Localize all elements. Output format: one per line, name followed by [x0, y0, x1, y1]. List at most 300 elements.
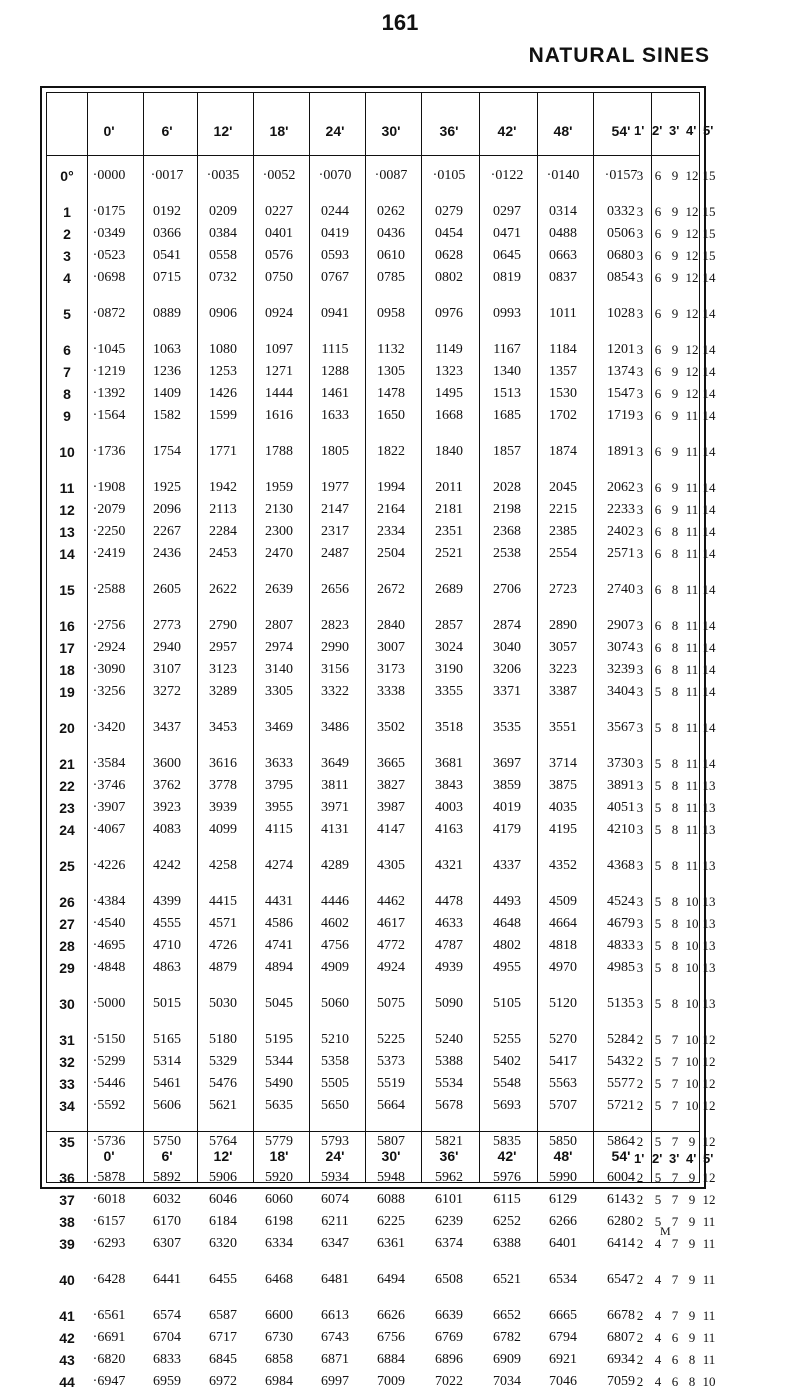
sine-value: 4179 — [493, 822, 521, 837]
mean-difference: 6 — [654, 582, 662, 597]
sine-value: 5344 — [265, 1054, 293, 1069]
sine-value: 5030 — [209, 996, 237, 1011]
degree-label: 34 — [59, 1098, 75, 1114]
mean-difference: 10 — [685, 960, 699, 975]
mean-difference: 14 — [702, 756, 716, 771]
sine-value: 6997 — [321, 1374, 349, 1389]
sine-value: 3140 — [265, 662, 293, 677]
mean-difference: 12 — [685, 168, 699, 183]
sine-value: 3040 — [493, 640, 521, 655]
degree-label: 26 — [59, 894, 75, 910]
mean-difference: 2 — [636, 1236, 644, 1251]
sine-value: 4210 — [607, 822, 635, 837]
sine-value: 6871 — [321, 1352, 349, 1367]
mean-difference: 3 — [636, 894, 644, 909]
sine-value: 5015 — [153, 996, 181, 1011]
sine-value: 5373 — [377, 1054, 405, 1069]
sine-value: ·2588 — [92, 582, 126, 597]
sine-value: 2147 — [321, 502, 349, 517]
sine-value: 6534 — [549, 1272, 577, 1287]
sine-value: 1599 — [209, 408, 237, 423]
sine-value: 3123 — [209, 662, 237, 677]
mean-difference: 8 — [671, 996, 679, 1011]
mean-difference: 5 — [654, 684, 662, 699]
sine-value: 2164 — [377, 502, 405, 517]
sine-value: 6252 — [493, 1214, 521, 1229]
mean-difference: 11 — [685, 480, 699, 495]
sine-value: 5650 — [321, 1098, 349, 1113]
mean-difference: 9 — [671, 502, 679, 517]
sine-value: 5270 — [549, 1032, 577, 1047]
sine-value: 0906 — [209, 306, 237, 321]
sine-value: ·1564 — [92, 408, 126, 423]
sine-value: 5807 — [377, 1134, 405, 1149]
mean-difference: 9 — [671, 204, 679, 219]
mean-difference: 12 — [685, 386, 699, 401]
sine-value: 1011 — [549, 306, 577, 321]
sine-value: 5534 — [435, 1076, 463, 1091]
sine-value: 5793 — [321, 1134, 349, 1149]
sine-value: 5906 — [209, 1170, 237, 1185]
sine-value: 0680 — [607, 248, 635, 263]
mean-difference: 9 — [688, 1192, 696, 1207]
sine-value: 4741 — [265, 938, 293, 953]
mean-difference: 13 — [702, 960, 716, 975]
sine-value: 0645 — [493, 248, 521, 263]
mean-difference: 5 — [654, 1076, 662, 1091]
mean-difference: 10 — [685, 1098, 699, 1113]
mean-difference: 12 — [685, 270, 699, 285]
mean-difference: 8 — [671, 720, 679, 735]
mean-difference: 5 — [654, 1054, 662, 1069]
mean-difference: 11 — [685, 618, 699, 633]
sine-value: 0628 — [435, 248, 463, 263]
sine-value: 2130 — [265, 502, 293, 517]
mean-difference: 2 — [636, 1134, 644, 1149]
sine-value: 0924 — [265, 306, 293, 321]
mean-difference: 11 — [685, 524, 699, 539]
sine-value: 1925 — [153, 480, 181, 495]
sine-value: 6845 — [209, 1352, 237, 1367]
mean-difference: 5 — [654, 960, 662, 975]
mean-difference: 8 — [671, 960, 679, 975]
mean-difference: 6 — [654, 480, 662, 495]
mean-difference: 3 — [636, 756, 644, 771]
diff-footer: 4' — [686, 1151, 697, 1166]
mean-difference: 6 — [654, 364, 662, 379]
mean-difference: 8 — [671, 916, 679, 931]
sine-value: 1822 — [377, 444, 405, 459]
sine-value: ·1045 — [92, 342, 126, 357]
mean-difference: 8 — [671, 524, 679, 539]
mean-difference: 11 — [685, 858, 699, 873]
sine-value: ·0087 — [374, 168, 408, 183]
corner-mark: M — [660, 1224, 671, 1238]
sine-value: 1288 — [321, 364, 349, 379]
sine-value: 6320 — [209, 1236, 237, 1251]
mean-difference: 5 — [654, 894, 662, 909]
sine-value: 1149 — [435, 342, 463, 357]
sine-value: 5764 — [209, 1134, 237, 1149]
sine-value: 0889 — [153, 306, 181, 321]
degree-label: 3 — [63, 248, 71, 264]
sine-value: 6626 — [377, 1308, 405, 1323]
sine-value: 6574 — [153, 1308, 181, 1323]
sine-value: 0976 — [435, 306, 463, 321]
mean-difference: 4 — [654, 1272, 662, 1287]
mean-difference: 11 — [702, 1272, 716, 1287]
sine-value: 5850 — [549, 1134, 577, 1149]
mean-difference: 9 — [671, 386, 679, 401]
sine-value: 2823 — [321, 618, 349, 633]
sine-value: 6441 — [153, 1272, 181, 1287]
sine-value: 3535 — [493, 720, 521, 735]
sine-value: ·0035 — [206, 168, 240, 183]
sine-value: 3190 — [435, 662, 463, 677]
sine-value: 2907 — [607, 618, 635, 633]
mean-difference: 14 — [702, 270, 716, 285]
sine-value: 5990 — [549, 1170, 577, 1185]
sine-value: 6198 — [265, 1214, 293, 1229]
sine-value: 4602 — [321, 916, 349, 931]
sine-value: 2096 — [153, 502, 181, 517]
sine-value: 1097 — [265, 342, 293, 357]
mean-difference: 3 — [636, 306, 644, 321]
sine-value: 6613 — [321, 1308, 349, 1323]
mean-difference: 3 — [636, 858, 644, 873]
sine-value: ·5736 — [92, 1134, 126, 1149]
sine-value: 4833 — [607, 938, 635, 953]
sine-value: 2874 — [493, 618, 521, 633]
sine-value: 6678 — [607, 1308, 635, 1323]
mean-difference: 11 — [685, 800, 699, 815]
mean-difference: 12 — [685, 204, 699, 219]
mean-difference: 3 — [636, 408, 644, 423]
mean-difference: 3 — [636, 248, 644, 263]
sine-value: 3923 — [153, 800, 181, 815]
mean-difference: 7 — [671, 1134, 679, 1149]
sine-value: 6347 — [321, 1236, 349, 1251]
mean-difference: 15 — [702, 168, 716, 183]
mean-difference: 3 — [636, 640, 644, 655]
sine-value: 1063 — [153, 342, 181, 357]
sine-value: 6756 — [377, 1330, 405, 1345]
sine-value: 1340 — [493, 364, 521, 379]
sine-value: 4586 — [265, 916, 293, 931]
sine-value: 1374 — [607, 364, 635, 379]
sine-value: 1547 — [607, 386, 635, 401]
degree-label: 20 — [59, 720, 75, 736]
sine-value: 2062 — [607, 480, 635, 495]
degree-label: 16 — [59, 618, 75, 634]
sine-value: 0541 — [153, 248, 181, 263]
sine-value: 4003 — [435, 800, 463, 815]
degree-label: 40 — [59, 1272, 75, 1288]
sine-value: 2974 — [265, 640, 293, 655]
sine-value: 2470 — [265, 546, 293, 561]
degree-label: 41 — [59, 1308, 75, 1324]
mean-difference: 5 — [654, 938, 662, 953]
sine-value: 6833 — [153, 1352, 181, 1367]
degree-label: 28 — [59, 938, 75, 954]
degree-label: 35 — [59, 1134, 75, 1150]
sine-value: 3502 — [377, 720, 405, 735]
sine-value: 5835 — [493, 1134, 521, 1149]
sine-value: 3955 — [265, 800, 293, 815]
sine-value: 3939 — [209, 800, 237, 815]
mean-difference: 7 — [671, 1308, 679, 1323]
sine-value: 4258 — [209, 858, 237, 873]
mean-difference: 7 — [671, 1214, 679, 1229]
sine-value: 6652 — [493, 1308, 521, 1323]
sine-value: 1959 — [265, 480, 293, 495]
mean-difference: 8 — [671, 662, 679, 677]
sine-value: 6984 — [265, 1374, 293, 1389]
mean-difference: 14 — [702, 480, 716, 495]
degree-label: 24 — [59, 822, 75, 838]
sine-value: 6896 — [435, 1352, 463, 1367]
sine-value: ·5592 — [92, 1098, 126, 1113]
sine-value: ·3746 — [92, 778, 126, 793]
column-header: 24' — [325, 123, 345, 139]
sine-value: 1167 — [493, 342, 521, 357]
sine-value: 4571 — [209, 916, 237, 931]
sine-value: 5563 — [549, 1076, 577, 1091]
sine-value: 0471 — [493, 226, 521, 241]
sine-value: 5225 — [377, 1032, 405, 1047]
column-header: 54' — [611, 123, 631, 139]
mean-difference: 12 — [702, 1134, 716, 1149]
sine-value: 0750 — [265, 270, 293, 285]
sine-value: 3223 — [549, 662, 577, 677]
mean-difference: 14 — [702, 524, 716, 539]
sine-value: 6184 — [209, 1214, 237, 1229]
sine-value: 3875 — [549, 778, 577, 793]
sine-value: 6665 — [549, 1308, 577, 1323]
mean-difference: 6 — [654, 270, 662, 285]
mean-difference: 10 — [685, 916, 699, 931]
degree-label: 43 — [59, 1352, 75, 1368]
mean-difference: 4 — [654, 1330, 662, 1345]
sine-value: 4863 — [153, 960, 181, 975]
diff-header: 4' — [686, 123, 697, 138]
sine-value: 4399 — [153, 894, 181, 909]
sine-value: 0244 — [321, 204, 349, 219]
sine-value: 3453 — [209, 720, 237, 735]
sine-value: 5432 — [607, 1054, 635, 1069]
sine-value: 2538 — [493, 546, 521, 561]
mean-difference: 2 — [636, 1098, 644, 1113]
sine-value: 0401 — [265, 226, 293, 241]
sine-value: 4305 — [377, 858, 405, 873]
mean-difference: 7 — [671, 1098, 679, 1113]
sine-value: 4493 — [493, 894, 521, 909]
sine-value: 3156 — [321, 662, 349, 677]
sine-value: 6521 — [493, 1272, 521, 1287]
sine-value: 5075 — [377, 996, 405, 1011]
sine-value: 0192 — [153, 204, 181, 219]
sine-value: 5962 — [435, 1170, 463, 1185]
mean-difference: 6 — [654, 618, 662, 633]
sine-value: 1115 — [321, 342, 349, 357]
sine-value: 4648 — [493, 916, 521, 931]
sine-value: ·1736 — [92, 444, 126, 459]
diff-footer: 3' — [669, 1151, 680, 1166]
sine-value: 1478 — [377, 386, 405, 401]
sine-value: 4509 — [549, 894, 577, 909]
mean-difference: 10 — [685, 894, 699, 909]
mean-difference: 3 — [636, 546, 644, 561]
sine-value: 4818 — [549, 938, 577, 953]
sine-value: 1305 — [377, 364, 405, 379]
mean-difference: 5 — [654, 916, 662, 931]
sine-value: 6730 — [265, 1330, 293, 1345]
sine-value: 1409 — [153, 386, 181, 401]
column-header: 18' — [269, 123, 289, 139]
sine-value: 0454 — [435, 226, 463, 241]
mean-difference: 13 — [702, 858, 716, 873]
diff-footer: 1' — [634, 1151, 645, 1166]
diff-header: 1' — [634, 123, 645, 138]
sine-value: 1874 — [549, 444, 577, 459]
diff-header: 5' — [703, 123, 714, 138]
sine-value: 6639 — [435, 1308, 463, 1323]
sine-value: 3600 — [153, 756, 181, 771]
sine-value: 5180 — [209, 1032, 237, 1047]
mean-difference: 2 — [636, 1032, 644, 1047]
mean-difference: 2 — [636, 1330, 644, 1345]
sine-value: 5314 — [153, 1054, 181, 1069]
sine-value: 0488 — [549, 226, 577, 241]
sine-value: 3987 — [377, 800, 405, 815]
mean-difference: 8 — [671, 778, 679, 793]
degree-label: 18 — [59, 662, 75, 678]
sine-value: 6032 — [153, 1192, 181, 1207]
sine-value: 6704 — [153, 1330, 181, 1345]
mean-difference: 14 — [702, 546, 716, 561]
sine-value: 7034 — [493, 1374, 521, 1389]
sine-value: 2385 — [549, 524, 577, 539]
sine-value: 5135 — [607, 996, 635, 1011]
sine-value: 6388 — [493, 1236, 521, 1251]
sine-value: 5476 — [209, 1076, 237, 1091]
sine-value: 3633 — [265, 756, 293, 771]
sine-value: 4446 — [321, 894, 349, 909]
sine-value: 2990 — [321, 640, 349, 655]
mean-difference: 3 — [636, 822, 644, 837]
sine-value: 6884 — [377, 1352, 405, 1367]
degree-label: 19 — [59, 684, 75, 700]
degree-label: 15 — [59, 582, 75, 598]
table-body — [46, 92, 716, 1390]
sine-value: 2267 — [153, 524, 181, 539]
sine-value: 6794 — [549, 1330, 577, 1345]
sine-value: ·3256 — [92, 684, 126, 699]
sine-value: 5577 — [607, 1076, 635, 1091]
mean-difference: 4 — [654, 1352, 662, 1367]
sine-value: 2351 — [435, 524, 463, 539]
sine-value: 0419 — [321, 226, 349, 241]
sine-value: 0262 — [377, 204, 405, 219]
mean-difference: 14 — [702, 386, 716, 401]
mean-difference: 14 — [702, 720, 716, 735]
sine-value: 2334 — [377, 524, 405, 539]
sine-value: 0297 — [493, 204, 521, 219]
mean-difference: 6 — [654, 444, 662, 459]
degree-label: 36 — [59, 1170, 75, 1186]
sine-value: ·0872 — [92, 306, 126, 321]
sine-value: 1201 — [607, 342, 635, 357]
mean-difference: 11 — [685, 822, 699, 837]
mean-difference: 3 — [636, 524, 644, 539]
sine-value: 3551 — [549, 720, 577, 735]
mean-difference: 14 — [702, 618, 716, 633]
mean-difference: 12 — [685, 248, 699, 263]
column-header: 6' — [161, 123, 173, 139]
mean-difference: 12 — [702, 1032, 716, 1047]
sine-value: 2740 — [607, 582, 635, 597]
sine-value: 1184 — [549, 342, 577, 357]
sine-value: 6334 — [265, 1236, 293, 1251]
mean-difference: 2 — [636, 1308, 644, 1323]
sine-value: 4787 — [435, 938, 463, 953]
sine-value: 5120 — [549, 996, 577, 1011]
sine-value: 4415 — [209, 894, 237, 909]
sine-value: 5779 — [265, 1134, 293, 1149]
mean-difference: 14 — [702, 502, 716, 517]
mean-difference: 13 — [702, 916, 716, 931]
sine-value: 4099 — [209, 822, 237, 837]
degree-label: 8 — [63, 386, 71, 402]
mean-difference: 6 — [654, 342, 662, 357]
sine-value: ·0698 — [92, 270, 126, 285]
sine-value: 3730 — [607, 756, 635, 771]
column-footer: 24' — [325, 1148, 345, 1164]
mean-difference: 6 — [654, 386, 662, 401]
sine-value: 3239 — [607, 662, 635, 677]
sine-value: 6921 — [549, 1352, 577, 1367]
mean-difference: 5 — [654, 720, 662, 735]
mean-difference: 2 — [636, 1272, 644, 1287]
column-footer: 36' — [439, 1148, 459, 1164]
mean-difference: 8 — [671, 938, 679, 953]
sine-value: 1840 — [435, 444, 463, 459]
diff-header: 2' — [652, 123, 663, 138]
sine-value: 3665 — [377, 756, 405, 771]
sine-value: 5284 — [607, 1032, 635, 1047]
mean-difference: 11 — [685, 502, 699, 517]
sine-value: 1754 — [153, 444, 181, 459]
mean-difference: 7 — [671, 1170, 679, 1185]
sine-value: 5693 — [493, 1098, 521, 1113]
mean-difference: 3 — [636, 168, 644, 183]
sine-value: 4664 — [549, 916, 577, 931]
sine-value: 3322 — [321, 684, 349, 699]
mean-difference: 6 — [654, 248, 662, 263]
mean-difference: 9 — [688, 1170, 696, 1185]
sine-value: 6717 — [209, 1330, 237, 1345]
sine-value: 2706 — [493, 582, 521, 597]
sine-value: 4524 — [607, 894, 635, 909]
sine-value: 0384 — [209, 226, 237, 241]
sine-value: 3371 — [493, 684, 521, 699]
sine-value: 5045 — [265, 996, 293, 1011]
mean-difference: 9 — [671, 270, 679, 285]
sine-value: 0558 — [209, 248, 237, 263]
sine-value: ·2419 — [92, 546, 126, 561]
mean-difference: 3 — [636, 800, 644, 815]
sine-value: 5821 — [435, 1134, 463, 1149]
